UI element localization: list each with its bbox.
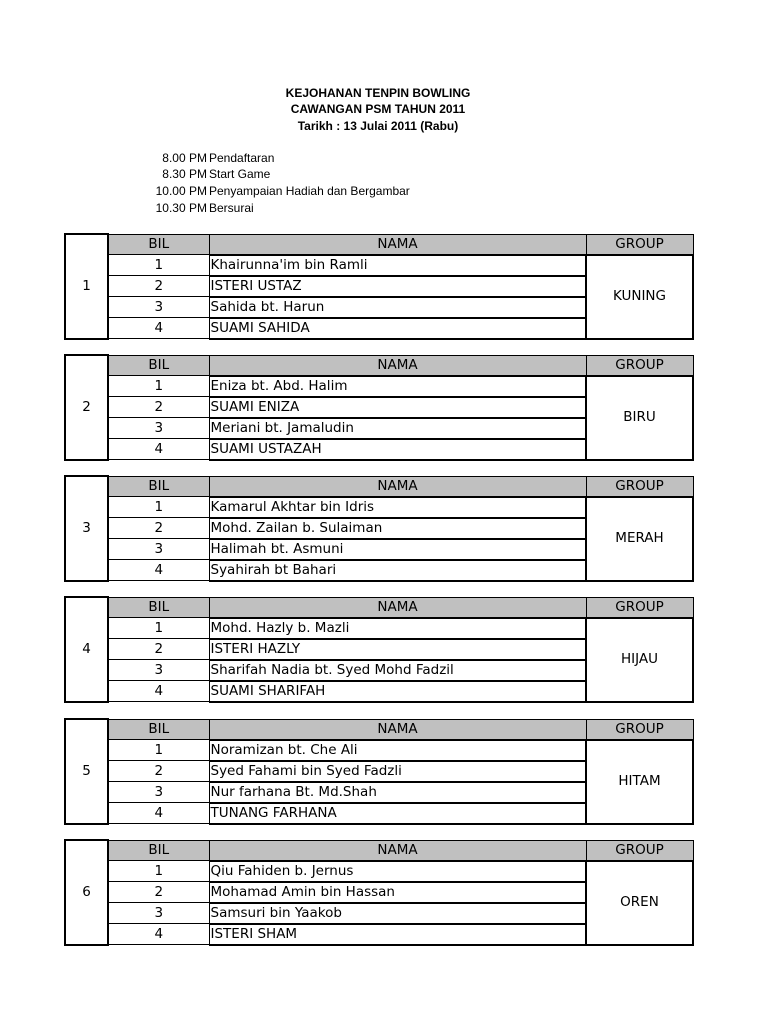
table-row — [65, 740, 693, 761]
member-name: ISTERI SHAM — [209, 924, 586, 945]
document-subtitle: CAWANGAN PSM TAHUN 2011 — [290, 102, 466, 116]
member-bil: 2 — [108, 276, 209, 297]
column-header-bil: BIL — [108, 476, 209, 497]
member-bil: 4 — [108, 681, 209, 702]
group-color-name: HIJAU — [586, 618, 693, 702]
table-header-row — [65, 840, 693, 861]
member-name: Nur farhana Bt. Md.Shah — [209, 782, 586, 803]
schedule-row — [130, 200, 254, 216]
member-bil: 4 — [108, 924, 209, 945]
member-bil: 3 — [108, 782, 209, 803]
column-header-nama: NAMA — [209, 840, 586, 861]
table-header-row — [65, 476, 693, 497]
group-table — [64, 839, 694, 946]
group-number: 5 — [65, 719, 108, 824]
member-bil: 1 — [108, 376, 209, 397]
column-header-group: GROUP — [586, 719, 693, 740]
schedule-time: 10.30 PM — [155, 201, 207, 215]
schedule-activity: Pendaftaran — [209, 151, 275, 165]
column-header-group: GROUP — [586, 355, 693, 376]
table-row — [65, 255, 693, 276]
column-header-bil: BIL — [108, 719, 209, 740]
column-header-group: GROUP — [586, 840, 693, 861]
member-bil: 2 — [108, 761, 209, 782]
member-bil: 3 — [108, 539, 209, 560]
group-number: 4 — [65, 597, 108, 702]
table-row — [65, 861, 693, 882]
member-name: Kamarul Akhtar bin Idris — [209, 497, 586, 518]
member-name: Khairunna'im bin Ramli — [209, 255, 586, 276]
member-name: Mohd. Zailan b. Sulaiman — [209, 518, 586, 539]
member-bil: 2 — [108, 639, 209, 660]
table-header-row — [65, 597, 693, 618]
member-name: SUAMI SAHIDA — [209, 318, 586, 339]
member-name: Sharifah Nadia bt. Syed Mohd Fadzil — [209, 660, 586, 681]
member-name: Mohamad Amin bin Hassan — [209, 882, 586, 903]
member-name: Meriani bt. Jamaludin — [209, 418, 586, 439]
group-table — [64, 354, 694, 461]
schedule-row — [130, 183, 410, 199]
member-name: Mohd. Hazly b. Mazli — [209, 618, 586, 639]
member-name: Syahirah bt Bahari — [209, 560, 586, 581]
group-color-name: MERAH — [586, 497, 693, 581]
column-header-group: GROUP — [586, 597, 693, 618]
member-bil: 1 — [108, 618, 209, 639]
member-name: Noramizan bt. Che Ali — [209, 740, 586, 761]
column-header-bil: BIL — [108, 597, 209, 618]
document-title: KEJOHANAN TENPIN BOWLING — [285, 86, 471, 100]
group-table — [64, 596, 694, 703]
column-header-nama: NAMA — [209, 355, 586, 376]
group-table — [64, 475, 694, 582]
member-name: Syed Fahami bin Syed Fadzli — [209, 761, 586, 782]
member-bil: 2 — [108, 518, 209, 539]
member-bil: 1 — [108, 861, 209, 882]
group-color-name: BIRU — [586, 376, 693, 460]
column-header-nama: NAMA — [209, 234, 586, 255]
table-row — [65, 497, 693, 518]
member-name: Eniza bt. Abd. Halim — [209, 376, 586, 397]
column-header-bil: BIL — [108, 840, 209, 861]
member-bil: 4 — [108, 560, 209, 581]
member-bil: 3 — [108, 418, 209, 439]
member-bil: 4 — [108, 318, 209, 339]
schedule-time: 8.30 PM — [162, 167, 207, 181]
table-header-row — [65, 355, 693, 376]
member-name: Halimah bt. Asmuni — [209, 539, 586, 560]
member-name: SUAMI SHARIFAH — [209, 681, 586, 702]
group-number: 3 — [65, 476, 108, 581]
group-color-name: OREN — [586, 861, 693, 945]
member-bil: 1 — [108, 255, 209, 276]
schedule-activity: Start Game — [209, 167, 271, 181]
column-header-group: GROUP — [586, 234, 693, 255]
column-header-bil: BIL — [108, 355, 209, 376]
group-number: 6 — [65, 840, 108, 945]
member-name: TUNANG FARHANA — [209, 803, 586, 824]
group-table — [64, 718, 694, 825]
member-bil: 1 — [108, 740, 209, 761]
group-table — [64, 233, 694, 340]
column-header-bil: BIL — [108, 234, 209, 255]
member-bil: 1 — [108, 497, 209, 518]
schedule-row — [130, 150, 274, 166]
table-row — [65, 618, 693, 639]
document-date: Tarikh : 13 Julai 2011 (Rabu) — [297, 119, 459, 133]
table-header-row — [65, 234, 693, 255]
group-number: 2 — [65, 355, 108, 460]
member-bil: 3 — [108, 903, 209, 924]
schedule-time: 8.00 PM — [162, 151, 207, 165]
member-name: Samsuri bin Yaakob — [209, 903, 586, 924]
member-bil: 2 — [108, 397, 209, 418]
column-header-nama: NAMA — [209, 476, 586, 497]
group-color-name: HITAM — [586, 740, 693, 824]
member-name: ISTERI USTAZ — [209, 276, 586, 297]
member-name: Sahida bt. Harun — [209, 297, 586, 318]
schedule-row — [130, 166, 270, 182]
schedule-activity: Penyampaian Hadiah dan Bergambar — [209, 184, 410, 198]
member-bil: 4 — [108, 439, 209, 460]
member-name: SUAMI USTAZAH — [209, 439, 586, 460]
schedule-activity: Bersurai — [209, 201, 254, 215]
member-bil: 2 — [108, 882, 209, 903]
column-header-group: GROUP — [586, 476, 693, 497]
member-name: Qiu Fahiden b. Jernus — [209, 861, 586, 882]
group-number: 1 — [65, 234, 108, 339]
table-row — [65, 376, 693, 397]
column-header-nama: NAMA — [209, 719, 586, 740]
schedule-time: 10.00 PM — [155, 184, 207, 198]
member-bil: 4 — [108, 803, 209, 824]
group-color-name: KUNING — [586, 255, 693, 339]
member-bil: 3 — [108, 660, 209, 681]
member-bil: 3 — [108, 297, 209, 318]
member-name: ISTERI HAZLY — [209, 639, 586, 660]
column-header-nama: NAMA — [209, 597, 586, 618]
member-name: SUAMI ENIZA — [209, 397, 586, 418]
table-header-row — [65, 719, 693, 740]
